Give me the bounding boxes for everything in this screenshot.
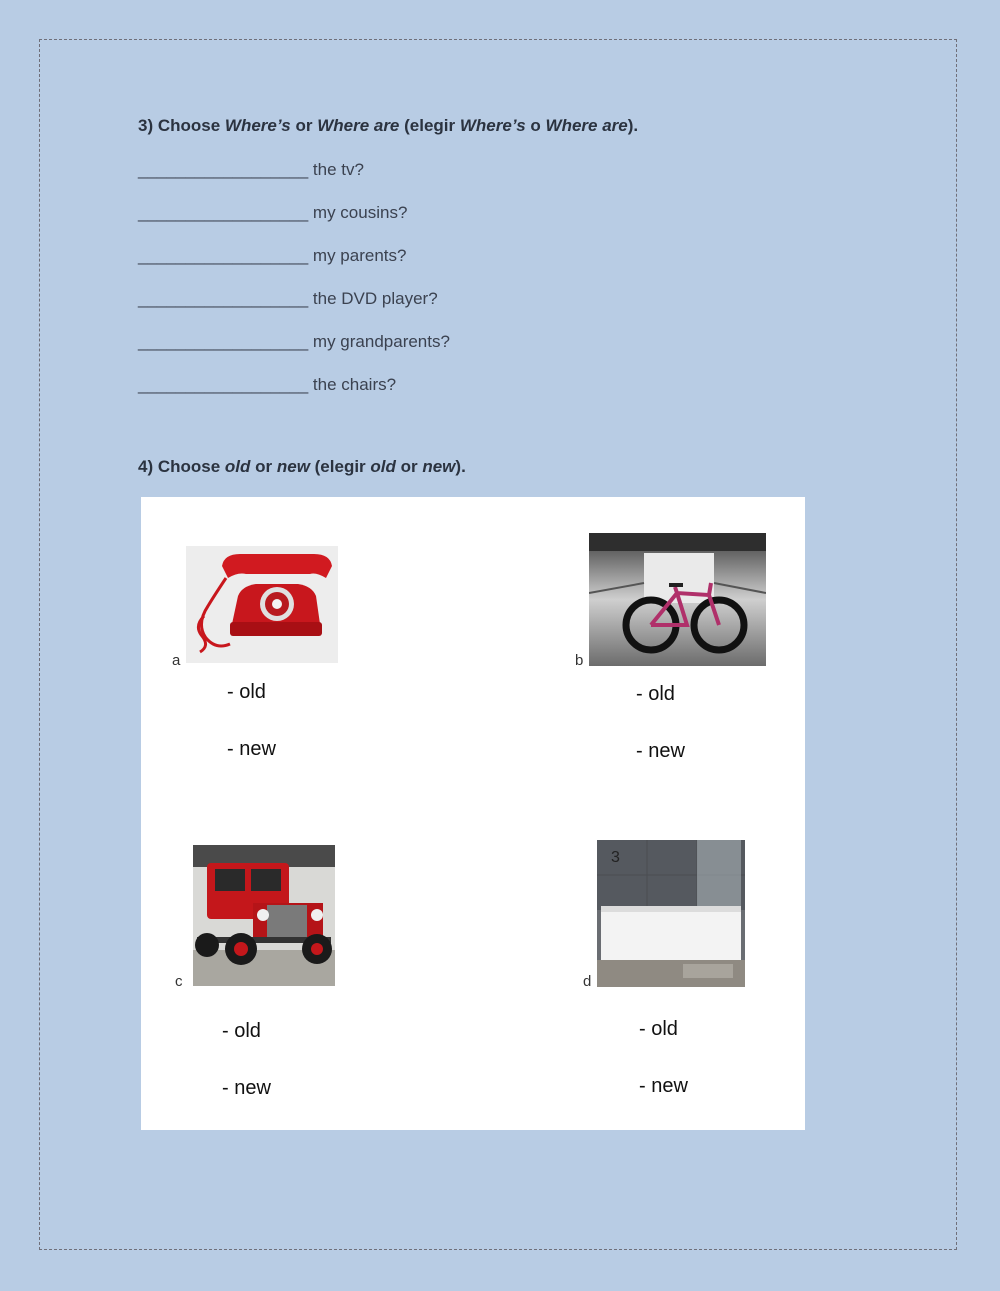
answer-blank[interactable]: __________________ — [138, 289, 309, 308]
old-new-panel — [141, 497, 805, 1130]
answer-blank[interactable]: __________________ — [138, 203, 309, 222]
option-new[interactable]: - new — [222, 1077, 271, 1099]
option-new[interactable]: - new — [636, 740, 685, 762]
question-3-item[interactable]: __________________ my cousins? — [138, 203, 408, 222]
answer-blank[interactable]: __________________ — [138, 246, 309, 265]
option-old[interactable]: - old — [639, 1018, 678, 1040]
question-3-item[interactable]: __________________ my grandparents? — [138, 332, 450, 351]
item-letter: c — [175, 973, 183, 990]
option-old[interactable]: - old — [636, 683, 675, 705]
item-letter: d — [583, 973, 592, 990]
svg-text:3: 3 — [611, 849, 620, 866]
answer-blank[interactable]: __________________ — [138, 375, 309, 394]
option-old[interactable]: - old — [227, 681, 266, 703]
option-old[interactable]: - old — [222, 1020, 261, 1042]
question-3-heading: 3) Choose Where’s or Where are (elegir Where’s o Where are). — [138, 116, 639, 135]
answer-blank[interactable]: __________________ — [138, 160, 309, 179]
vintage-car-image — [193, 845, 335, 986]
question-3-item[interactable]: __________________ my parents? — [138, 246, 407, 265]
question-3-item[interactable]: __________________ the chairs? — [138, 375, 397, 394]
answer-blank[interactable]: __________________ — [138, 332, 309, 351]
item-letter: a — [172, 652, 181, 669]
bicycle-image — [589, 533, 766, 666]
item-letter: b — [575, 652, 584, 669]
question-3-item[interactable]: __________________ the tv? — [138, 160, 364, 179]
option-new[interactable]: - new — [639, 1075, 688, 1097]
telephone-image — [186, 546, 338, 663]
question-4-heading: 4) Choose old or new (elegir old or new). — [138, 457, 466, 476]
option-new[interactable]: - new — [227, 738, 276, 760]
question-3-item[interactable]: __________________ the DVD player? — [138, 289, 438, 308]
bathtub-image — [597, 840, 745, 987]
